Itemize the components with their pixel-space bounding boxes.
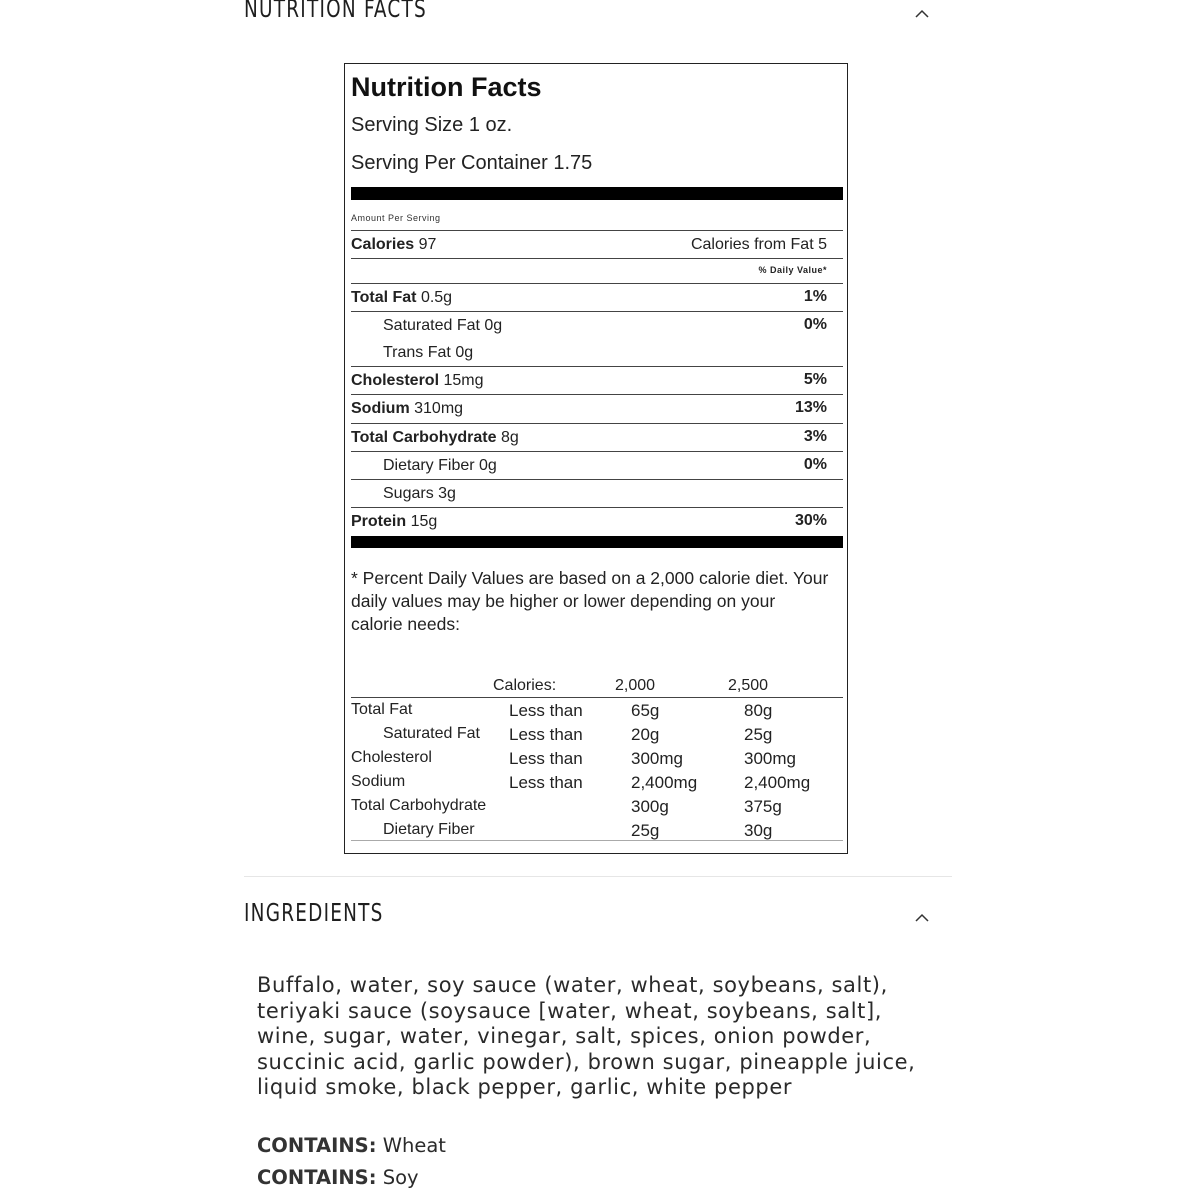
chevron-up-icon[interactable] — [914, 6, 930, 22]
dv-table-row: Total Fat Less than 65g 80g — [351, 701, 773, 720]
amount-per-serving: Amount Per Serving — [351, 213, 441, 223]
dv-table-header: Calories: 2,000 2,500 — [351, 674, 843, 698]
ingredients-header[interactable] — [244, 898, 952, 938]
nutrition-facts-title: NUTRITION FACTS — [244, 0, 427, 23]
allergen-key: CONTAINS: — [257, 1134, 377, 1157]
serving-size: Serving Size 1 oz. — [351, 114, 513, 136]
footnote: * Percent Daily Values are based on a 2,000 calorie diet. Your daily values may be higher or lower depending on your calorie needs: — [351, 568, 829, 634]
ingredients-title: INGREDIENTS — [244, 898, 384, 927]
dv-table-bottom-rule — [351, 840, 843, 841]
calories-label: Calories — [351, 236, 415, 253]
dv-table-row: Cholesterol Less than 300mg 300mg — [351, 749, 796, 768]
label-title: Nutrition Facts — [351, 72, 542, 102]
allergen-value: Wheat — [382, 1134, 446, 1157]
allergen-value: Soy — [382, 1166, 419, 1189]
dv-table-row: Total Carbohydrate 300g 375g — [351, 797, 782, 816]
nutrient-row: Protein 15g 30% — [351, 507, 843, 535]
thick-divider — [351, 536, 843, 548]
dv-table-row: Saturated Fat Less than 20g 25g — [383, 725, 773, 744]
nutrient-row: Trans Fat 0g — [383, 344, 474, 361]
nutrient-row: Dietary Fiber 0g 0% — [351, 451, 843, 479]
servings-per-container: Serving Per Container 1.75 — [351, 152, 593, 174]
nutrient-row: Total Carbohydrate 8g 3% — [351, 423, 843, 451]
nutrition-label — [344, 63, 848, 854]
nutrient-row: Cholesterol 15mg 5% — [351, 366, 843, 394]
section-divider — [244, 876, 952, 877]
calories-row — [351, 230, 843, 258]
dv-table-row: Dietary Fiber 25g 30g — [383, 821, 773, 840]
nutrient-row: Sugars 3g — [351, 479, 843, 507]
nutrient-row: Sodium 310mg 13% — [351, 394, 843, 422]
nutrient-row: Total Fat 0.5g 1% — [351, 283, 843, 311]
thick-divider — [351, 187, 843, 200]
calories-from-fat: Calories from Fat 5 — [690, 236, 827, 253]
dv-table-row: Sodium Less than 2,400mg 2,400mg — [351, 773, 811, 792]
nutrition-facts-header[interactable] — [244, 0, 952, 34]
allergen-line — [257, 1134, 446, 1157]
ingredients-text: Buffalo, water, soy sauce (water, wheat, soybeans, salt), teriyaki sauce (soysauce [water, wheat, soybeans, salt], wine, sugar, water, vinegar, salt, spices, onion powder, succinic acid, garlic powder), brown sugar, pineapple juice, liquid smoke, black pepper, garlic, white pepper — [257, 973, 916, 1099]
nutrient-row: Saturated Fat 0g 0% — [351, 311, 843, 339]
allergen-key: CONTAINS: — [257, 1166, 377, 1189]
calories-value: 97 — [418, 236, 437, 253]
daily-value-table — [351, 674, 843, 842]
chevron-up-icon[interactable] — [914, 910, 930, 926]
daily-value-header: % Daily Value* — [351, 258, 843, 282]
allergen-line — [257, 1166, 419, 1189]
